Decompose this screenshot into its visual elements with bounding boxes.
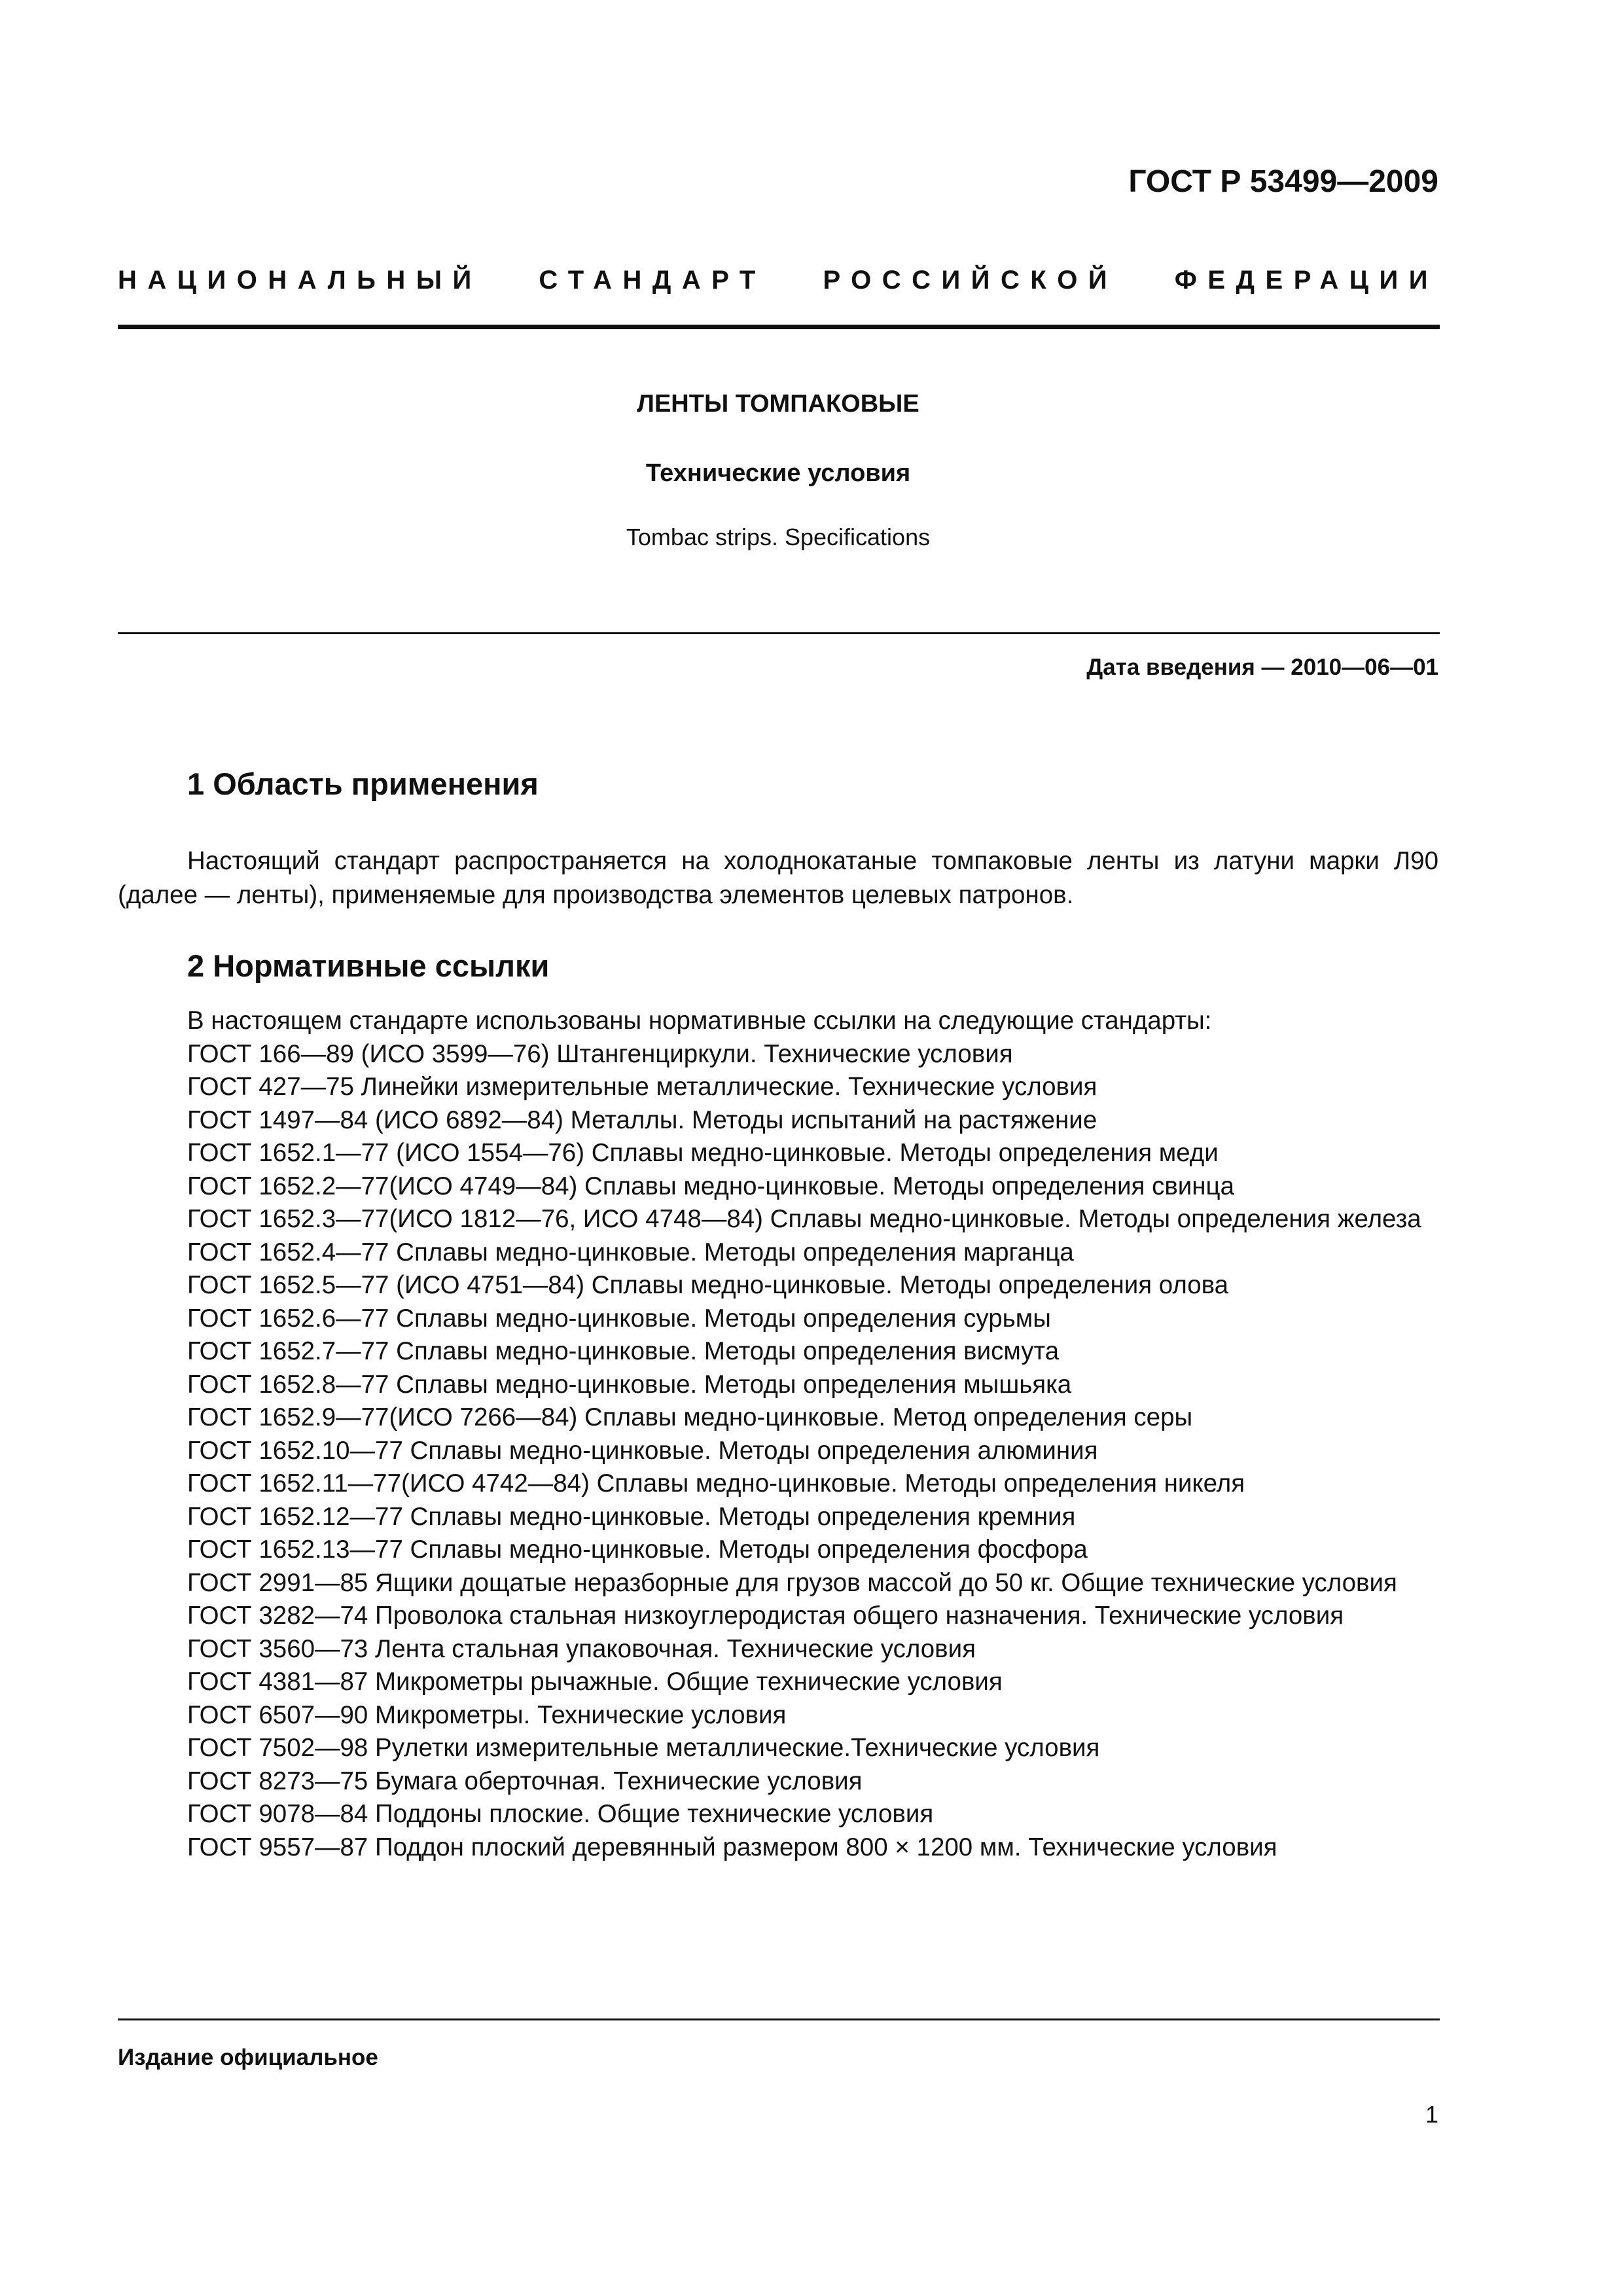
- reference-item: ГОСТ 1652.2—77(ИСО 4749—84) Сплавы медно-цинковые. Методы определения свинца: [187, 1172, 1235, 1200]
- reference-item: ГОСТ 3282—74 Проволока стальная низкоуглеродистая общего назначения. Технические условия: [187, 1602, 1344, 1630]
- reference-item: ГОСТ 1652.13—77 Сплавы медно-цинковые. Методы определения фосфора: [187, 1535, 1088, 1564]
- document-subtitle: Технические условия: [645, 459, 911, 487]
- document-title-english: Tombac strips. Specifications: [626, 524, 931, 550]
- reference-item: ГОСТ 1652.11—77(ИСО 4742—84) Сплавы медно-цинковые. Методы определения никеля: [187, 1469, 1245, 1498]
- references-intro: В настоящем стандарте использованы нормативные ссылки на следующие стандарты:: [187, 1007, 1212, 1035]
- document-code: ГОСТ Р 53499—2009: [1128, 164, 1438, 199]
- reference-item: ГОСТ 427—75 Линейки измерительные металлические. Технические условия: [187, 1073, 1097, 1101]
- banner-word: ФЕДЕРАЦИИ: [1174, 266, 1438, 295]
- title-rule: [118, 632, 1440, 634]
- reference-item: ГОСТ 9557—87 Поддон плоский деревянный размером 800 × 1200 мм. Технические условия: [187, 1833, 1277, 1861]
- reference-item: ГОСТ 1652.4—77 Сплавы медно-цинковые. Методы определения марганца: [187, 1238, 1074, 1266]
- reference-item: ГОСТ 1652.9—77(ИСО 7266—84) Сплавы медно-цинковые. Метод определения серы: [187, 1403, 1193, 1431]
- banner-word: РОССИЙСКОЙ: [823, 266, 1118, 295]
- national-standard-banner: [118, 266, 1438, 295]
- reference-item: ГОСТ 3560—73 Лента стальная упаковочная. Технические условия: [187, 1634, 976, 1663]
- document-title: ЛЕНТЫ ТОМПАКОВЫЕ: [637, 390, 919, 418]
- reference-item: ГОСТ 1652.1—77 (ИСО 1554—76) Сплавы медно-цинковые. Методы определения меди: [187, 1139, 1219, 1167]
- reference-item: ГОСТ 2991—85 Ящики дощатые неразборные для грузов массой до 50 кг. Общие технические условия: [187, 1568, 1397, 1597]
- reference-item: ГОСТ 6507—90 Микрометры. Технические условия: [187, 1700, 787, 1729]
- reference-item: ГОСТ 1652.8—77 Сплавы медно-цинковые. Методы определения мышьяка: [187, 1370, 1072, 1399]
- section-1-text: Настоящий стандарт распространяется на холоднокатаные томпаковые ленты из латуни марки Л90 (далее — ленты), применяемые для производства элементов целевых патронов.: [118, 847, 1438, 909]
- reference-item: ГОСТ 1652.5—77 (ИСО 4751—84) Сплавы медно-цинковые. Методы определения олова: [187, 1271, 1229, 1299]
- reference-item: ГОСТ 1652.10—77 Сплавы медно-цинковые. Методы определения алюминия: [187, 1436, 1098, 1465]
- reference-item: ГОСТ 4381—87 Микрометры рычажные. Общие технические условия: [187, 1668, 1003, 1696]
- introduction-date: Дата введения — 2010—06—01: [1086, 655, 1438, 680]
- reference-item: ГОСТ 1652.6—77 Сплавы медно-цинковые. Методы определения сурьмы: [187, 1304, 1051, 1333]
- reference-item: ГОСТ 9078—84 Поддоны плоские. Общие технические условия: [187, 1800, 934, 1828]
- section-1-paragraph: [118, 844, 1438, 912]
- header-rule: [118, 325, 1440, 329]
- official-edition-label: Издание официальное: [118, 2045, 378, 2070]
- reference-item: ГОСТ 1652.12—77 Сплавы медно-цинковые. Методы определения кремния: [187, 1502, 1076, 1531]
- reference-item: ГОСТ 1652.7—77 Сплавы медно-цинковые. Методы определения висмута: [187, 1337, 1060, 1365]
- banner-word: НАЦИОНАЛЬНЫЙ: [118, 266, 482, 295]
- reference-item: ГОСТ 1652.3—77(ИСО 1812—76, ИСО 4748—84) Сплавы медно-цинковые. Методы определения железа: [187, 1205, 1421, 1233]
- footer-rule: [118, 2018, 1440, 2020]
- reference-item: ГОСТ 166—89 (ИСО 3599—76) Штангенциркули. Технические условия: [187, 1039, 1013, 1068]
- section-2-heading: 2 Нормативные ссылки: [187, 948, 550, 983]
- banner-word: СТАНДАРТ: [539, 266, 766, 295]
- section-1-heading: 1 Область применения: [187, 766, 539, 801]
- reference-item: ГОСТ 7502—98 Рулетки измерительные металлические.Технические условия: [187, 1734, 1100, 1762]
- reference-item: ГОСТ 8273—75 Бумага оберточная. Технические условия: [187, 1767, 863, 1795]
- reference-item: ГОСТ 1497—84 (ИСО 6892—84) Металлы. Методы испытаний на растяжение: [187, 1105, 1097, 1134]
- page-number: 1: [1425, 2101, 1438, 2128]
- normative-references-list: [118, 1005, 1438, 1864]
